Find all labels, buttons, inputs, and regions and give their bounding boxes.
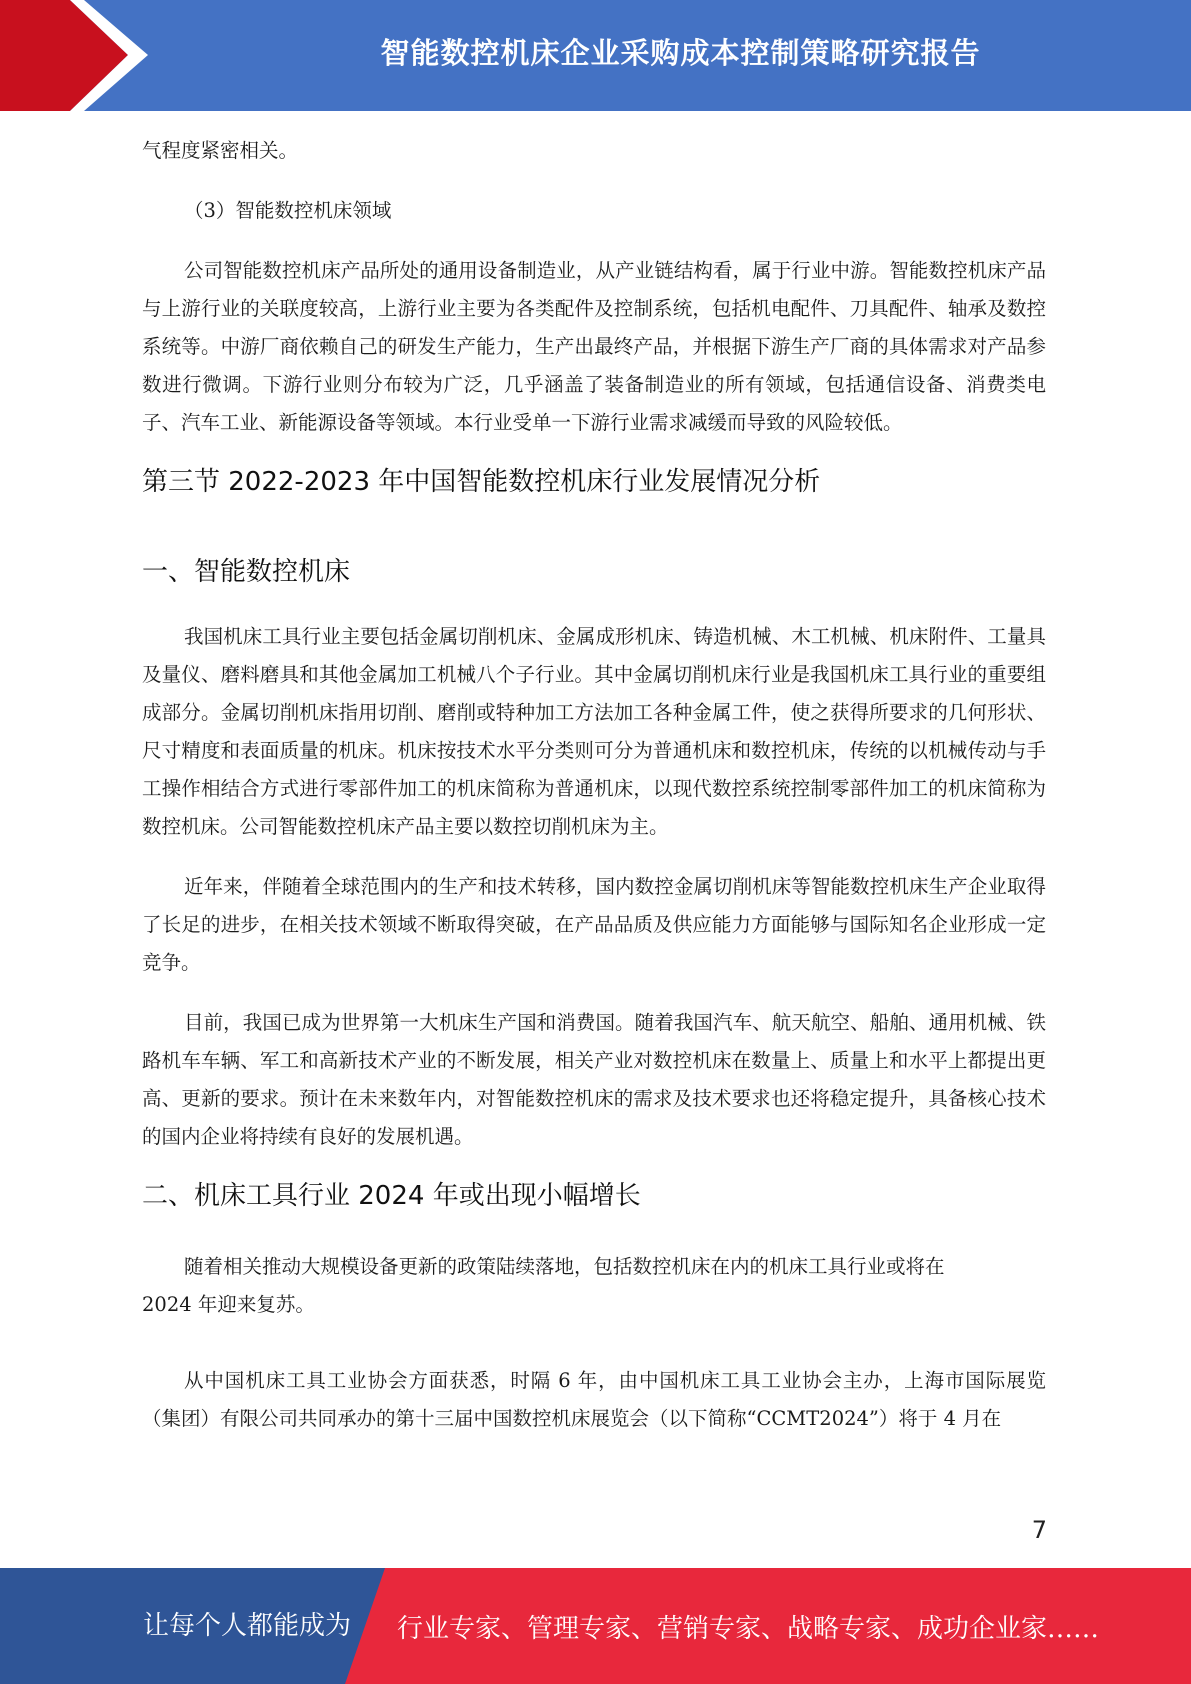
paragraph-policy-line1: 随着相关推动大规模设备更新的政策陆续落地，包括数控机床在内的机床工具行业或将在 bbox=[184, 1255, 945, 1278]
paragraph-machine-tool-overview: 我国机床工具行业主要包括金属切削机床、金属成形机床、铸造机械、木工机械、机床附件、工量具及量仪、磨料磨具和其他金属加工机械八个子行业。其中金属切削机床行业是我国机床工具行业的重要组成部分。金属切削机床指用切削、磨削或特种加工方法加工各种金属工件，使之获得所要求的几何形状、尺寸精度和表面质量的机床。机床按技术水平分类则可分为普通机床和数控机床，传统的以机械传动与手工操作相结合方式进行零部件加工的机床简称为普通机床，以现代数控系统控制零部件加工的机床简称为数控机床。公司智能数控机床产品主要以数控切削机床为主。 bbox=[142, 625, 1046, 838]
footer-slogan-left: 让每个人都能成为 bbox=[143, 1611, 352, 1641]
section-title: 第三节 2022-2023 年中国智能数控机床行业发展情况分析 bbox=[142, 467, 821, 497]
page-number: 7 bbox=[1031, 1516, 1047, 1544]
header-arrow-icon bbox=[0, 0, 160, 111]
footer-slogan-right: 行业专家、管理专家、营销专家、战略专家、成功企业家…… bbox=[397, 1614, 1100, 1644]
paragraph-recent-progress: 近年来，伴随着全球范围内的生产和技术转移，国内数控金属切削机床等智能数控机床生产企业取得了长足的进步，在相关技术领域不断取得突破，在产品品质及供应能力方面能够与国际知名企业形成一定竞争。 bbox=[142, 875, 1046, 974]
paragraph-current-status: 目前，我国已成为世界第一大机床生产国和消费国。随着我国汽车、航天航空、船舶、通用机械、铁路机车车辆、军工和高新技术产业的不断发展，相关产业对数控机床在数量上、质量上和水平上都提出更高、更新的要求。预计在未来数年内，对智能数控机床的需求及技术要求也还将稳定提升，具备核心技术的国内企业将持续有良好的发展机遇。 bbox=[142, 1011, 1046, 1148]
paragraph-ccmt2024: 从中国机床工具工业协会方面获悉，时隔 6 年，由中国机床工具工业协会主办，上海市国际展览（集团）有限公司共同承办的第十三届中国数控机床展览会（以下简称“CCMT2024”）将于 4 月在 bbox=[142, 1369, 1046, 1430]
heading-two: 二、机床工具行业 2024 年或出现小幅增长 bbox=[142, 1181, 641, 1211]
paragraph-industry-chain: 公司智能数控机床产品所处的通用设备制造业，从产业链结构看，属于行业中游。智能数控机床产品与上游行业的关联度较高，上游行业主要为各类配件及控制系统，包括机电配件、刀具配件、轴承及数控系统等。中游厂商依赖自己的研发生产能力，生产出最终产品，并根据下游生产厂商的具体需求对产品参数进行微调。下游行业则分布较为广泛，几乎涵盖了装备制造业的所有领域，包括通信设备、消费类电子、汽车工业、新能源设备等领域。本行业受单一下游行业需求减缓而导致的风险较低。 bbox=[142, 259, 1046, 434]
paragraph-policy-line2: 2024 年迎来复苏。 bbox=[142, 1293, 315, 1316]
document-body bbox=[142, 132, 1046, 1438]
heading-one: 一、智能数控机床 bbox=[142, 557, 351, 587]
paragraph-continuation: 气程度紧密相关。 bbox=[142, 139, 299, 162]
page-header bbox=[0, 0, 1191, 111]
page-footer bbox=[0, 1568, 1191, 1684]
report-title: 智能数控机床企业采购成本控制策略研究报告 bbox=[380, 36, 981, 70]
subsection-heading: （3）智能数控机床领域 bbox=[184, 199, 392, 222]
